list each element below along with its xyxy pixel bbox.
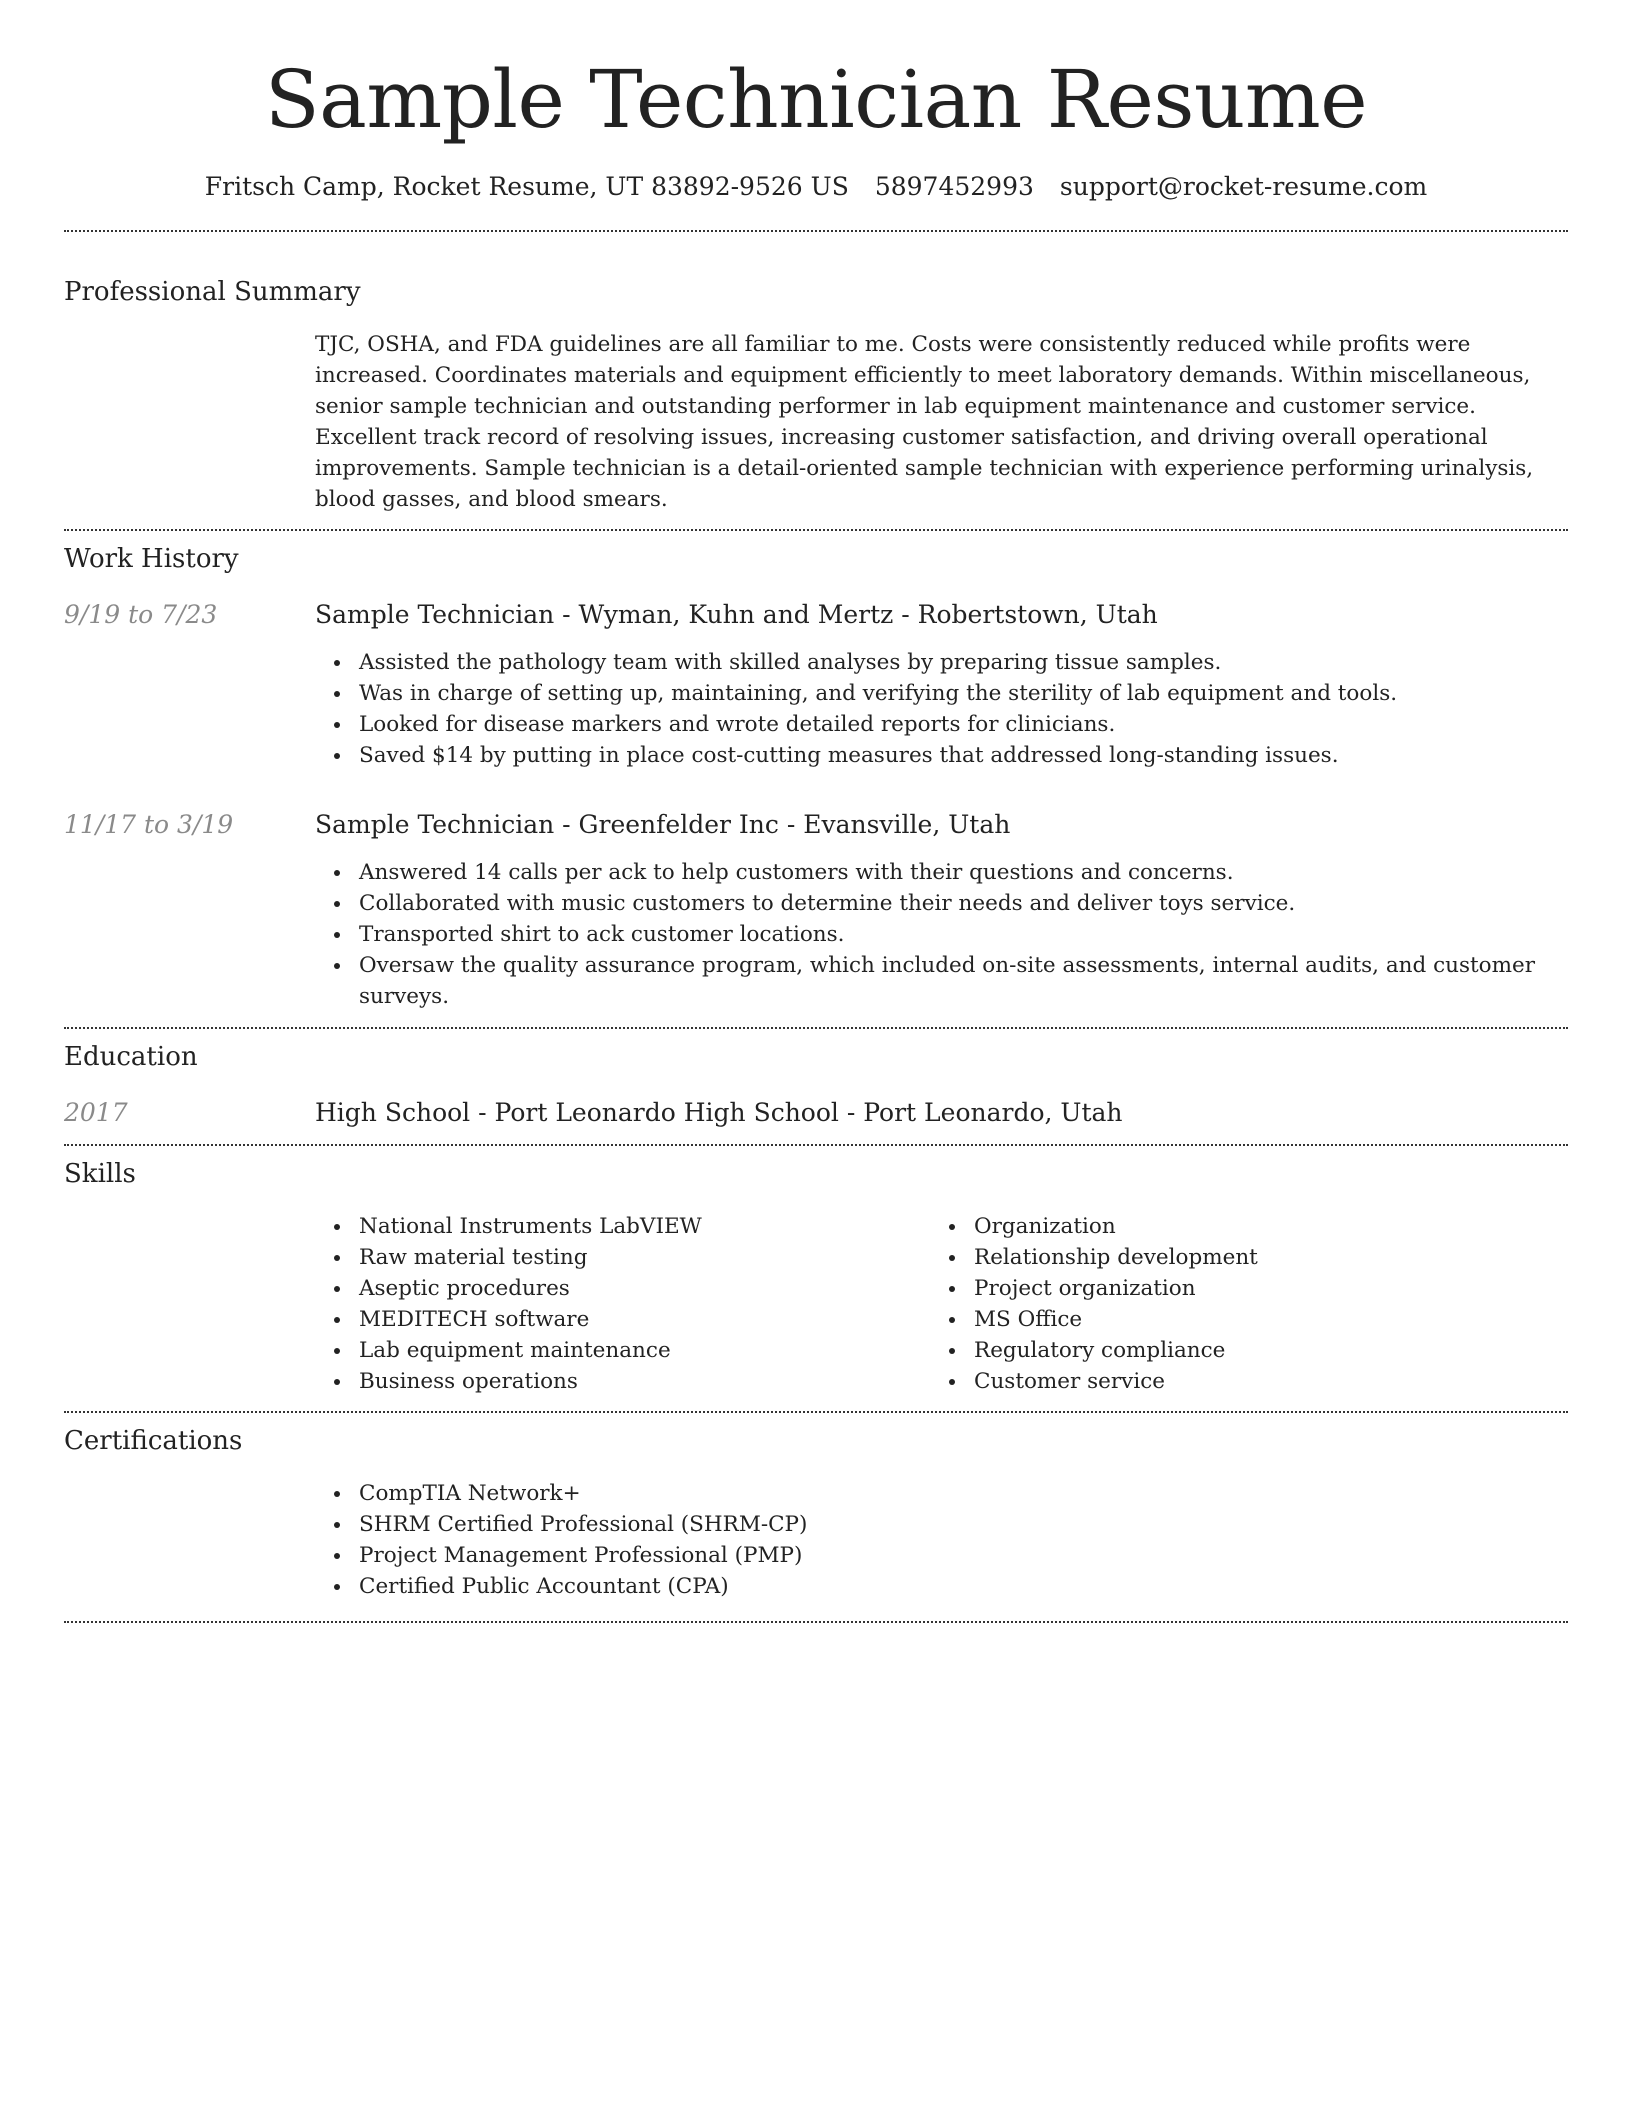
- education-year: 2017: [64, 1098, 128, 1127]
- job-bullets: [315, 647, 1568, 771]
- resume-title: Sample Technician Resume: [264, 53, 1368, 146]
- resume-page: [64, 0, 1568, 1623]
- contact-email: support@rocket-resume.com: [1059, 172, 1428, 201]
- list-item: Lab equipment maintenance: [359, 1335, 930, 1366]
- section-divider: [64, 1621, 1568, 1623]
- list-item: Project organization: [974, 1273, 1545, 1304]
- skills-left-column: [315, 1211, 930, 1397]
- list-item: Organization: [974, 1211, 1545, 1242]
- list-item: Transported shirt to ack customer locations.: [359, 919, 1568, 950]
- list-item: Looked for disease markers and wrote detailed reports for clinicians.: [359, 709, 1568, 740]
- list-item: MS Office: [974, 1304, 1545, 1335]
- list-item: Saved $14 by putting in place cost-cutting measures that addressed long-standing issues.: [359, 740, 1568, 771]
- list-item: Certified Public Accountant (CPA): [359, 1571, 1568, 1602]
- skills-list: [315, 1211, 1568, 1397]
- list-item: Business operations: [359, 1366, 930, 1397]
- job-bullets: [315, 857, 1568, 1012]
- job-entry: [64, 598, 1568, 771]
- list-item: Customer service: [974, 1366, 1545, 1397]
- list-item: Collaborated with music customers to determine their needs and deliver toys service.: [359, 888, 1568, 919]
- certifications-bullets: [315, 1478, 1568, 1602]
- summary-section-title: Professional Summary: [64, 277, 361, 307]
- work-history-section-title: Work History: [64, 544, 239, 574]
- job-dates: 11/17 to 3/19: [64, 810, 234, 839]
- list-item: Regulatory compliance: [974, 1335, 1545, 1366]
- list-item: Oversaw the quality assurance program, which included on-site assessments, internal audits, and customer surveys.: [359, 950, 1568, 1012]
- summary-text: TJC, OSHA, and FDA guidelines are all familiar to me. Costs were consistently reduced while profits were increased. Coordinates materials and equipment efficiently to meet laboratory demands. Within miscellaneous, senior sample technician and outstanding performer in lab equipment maintenance and customer service. Excellent track record of resolving issues, increasing customer satisfaction, and driving overall operational improvements. Sample technician is a detail-oriented sample technician with experience performing urinalysis, blood gasses, and blood smears.: [315, 332, 1534, 512]
- list-item: Answered 14 calls per ack to help customers with their questions and concerns.: [359, 857, 1568, 888]
- certifications-section-title: Certifications: [64, 1426, 243, 1456]
- job-entry: [64, 808, 1568, 1012]
- list-item: SHRM Certified Professional (SHRM-CP): [359, 1509, 1568, 1540]
- list-item: National Instruments LabVIEW: [359, 1211, 930, 1242]
- list-item: Project Management Professional (PMP): [359, 1540, 1568, 1571]
- education-heading: High School - Port Leonardo High School - Port Leonardo, Utah: [315, 1098, 1123, 1127]
- education-section-title: Education: [64, 1042, 198, 1072]
- skills-section-title: Skills: [64, 1159, 136, 1189]
- list-item: MEDITECH software: [359, 1304, 930, 1335]
- job-heading: Sample Technician - Wyman, Kuhn and Mertz - Robertstown, Utah: [315, 600, 1158, 629]
- job-heading: Sample Technician - Greenfelder Inc - Evansville, Utah: [315, 810, 1011, 839]
- contact-address: Fritsch Camp, Rocket Resume, UT 83892-9526 US: [204, 172, 849, 201]
- list-item: Raw material testing: [359, 1242, 930, 1273]
- job-dates: 9/19 to 7/23: [64, 600, 218, 629]
- education-entry: [64, 1096, 1568, 1130]
- skills-right-column: [930, 1211, 1545, 1397]
- list-item: Was in charge of setting up, maintaining, and verifying the sterility of lab equipment and tools.: [359, 678, 1568, 709]
- list-item: Aseptic procedures: [359, 1273, 930, 1304]
- contact-phone: 5897452993: [874, 172, 1034, 201]
- list-item: CompTIA Network+: [359, 1478, 1568, 1509]
- list-item: Relationship development: [974, 1242, 1545, 1273]
- contact-line: [64, 170, 1568, 204]
- certifications-list: [315, 1478, 1568, 1602]
- list-item: Assisted the pathology team with skilled analyses by preparing tissue samples.: [359, 647, 1568, 678]
